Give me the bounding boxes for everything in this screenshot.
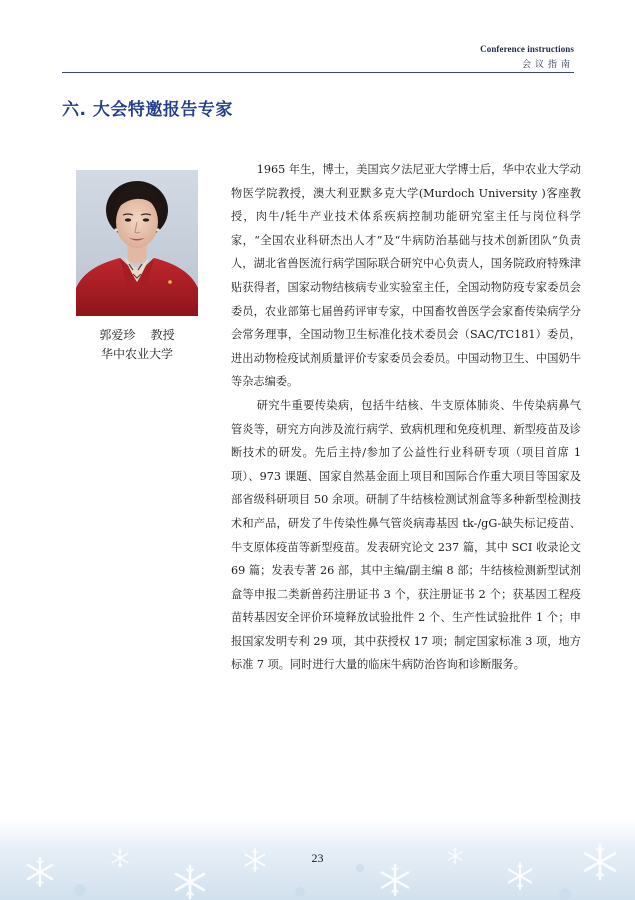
page-header <box>0 0 635 80</box>
expert-affiliation: 华中农业大学 <box>100 347 173 361</box>
bio-paragraph: 研究牛重要传染病，包括牛结核、牛支原体肺炎、牛传染病鼻气管炎等，研究方向涉及流行病学、致病机理和免疫机理、新型疫苗及诊断技术的研发。先后主持/参加了公益性行业科研专项（项目首席 1 项）、973 课题、国家自然基金面上项目和国际合作重大项目等国家及部省级科研项目 50 余项。研制了牛结核检测试剂盒等多种新型检测技术和产品，研发了牛传染性鼻气管炎病毒基因 tk-/gG-缺失标记疫苗、牛支原体疫苗等新型疫苗。发表研究论文 237 篇，其中 SCI 收录论文 69 篇；发表专著 26 部，其中主编/副主编 8 部；牛结核检测新型试剂盒等申报二类新兽药注册证书 3 个，获注册证书 2 个；获基因工程疫苗转基因安全评价环境释放试验批件 2 个、生产性试验批件 1 个；申报国家发明专利 29 项，其中获授权 17 项；制定国家标准 3 项，地方标准 7 项。同时进行大量的临床牛病防治咨询和诊断服务。 <box>231 398 581 672</box>
expert-caption <box>62 326 212 364</box>
header-title-cn: 会议指南 <box>521 60 574 70</box>
header-title-en: Conference instructions <box>480 44 574 54</box>
portrait-photo-icon <box>76 170 198 316</box>
section-title: 六. 大会特邀报告专家 <box>62 100 233 120</box>
header-divider <box>62 72 574 73</box>
expert-biography <box>231 158 581 677</box>
expert-name-title: 郭爱珍 教授 <box>99 328 175 342</box>
expert-portrait <box>76 170 198 316</box>
page-number: 23 <box>311 851 324 865</box>
bio-paragraph: 1965 年生，博士，美国宾夕法尼亚大学博士后，华中农业大学动物医学院教授，澳大利亚默多克大学(Murdoch University )客座教授，肉牛/牦牛产业技术体系疾病控制功能研究室主任与岗位科学家，“全国农业科研杰出人才”及“牛病防治基础与技术创新团队”负责人，湖北省兽医流行病学国际联合研究中心负责人，国务院政府特殊津贴获得者，国家动物结核病专业实验室主任，全国动物防疫专家委员会委员，农业部第七届兽药评审专家，中国畜牧兽医学会家畜传染病学分会常务理事，全国动物卫生标准化技术委员会（SAC/TC181）委员，进出动物检疫试剂质量评价专家委员会委员。中国动物卫生、中国奶牛等杂志编委。 <box>231 163 581 389</box>
